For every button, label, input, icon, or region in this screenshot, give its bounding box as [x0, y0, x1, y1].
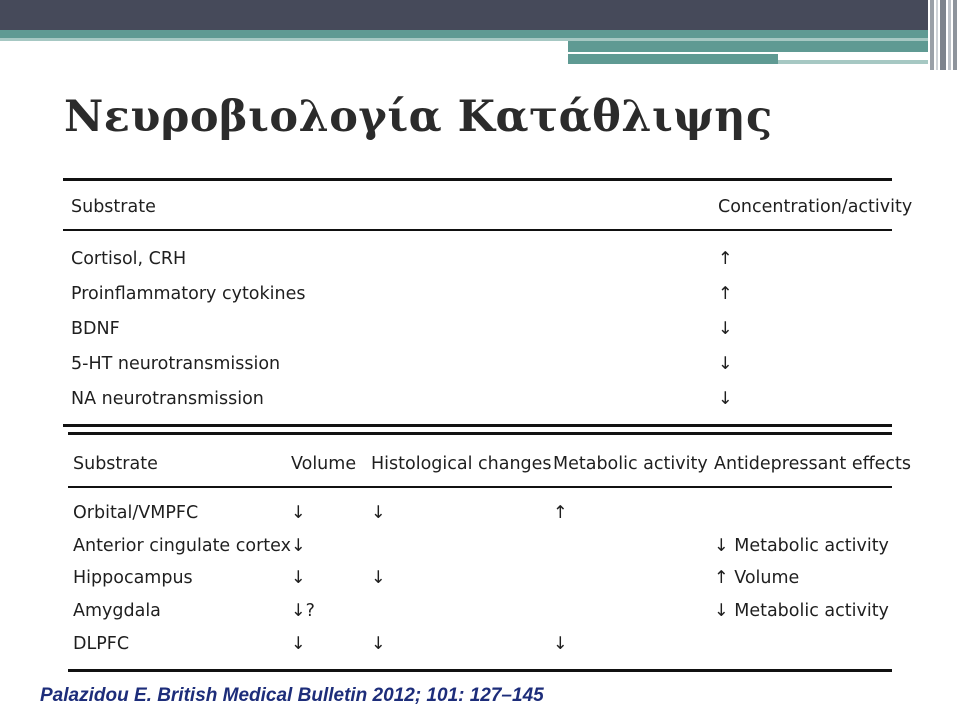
- row-volume: ↓: [291, 568, 306, 588]
- banner-vertical-stripe: [940, 0, 946, 70]
- row-substrate: BDNF: [71, 319, 120, 339]
- up-arrow-icon: ↑: [718, 284, 733, 304]
- column-header-concentration: Concentration/activity: [718, 197, 913, 217]
- banner-vertical-stripe: [948, 0, 951, 70]
- row-substrate: Amygdala: [73, 601, 161, 621]
- banner-vertical-stripe: [936, 0, 938, 70]
- row-antidepressant: ↓ Metabolic activity: [714, 536, 889, 556]
- column-header-substrate: Substrate: [71, 197, 156, 217]
- row-volume: ↓: [291, 536, 306, 556]
- row-substrate: Hippocampus: [73, 568, 193, 588]
- banner-vertical-stripe: [930, 0, 934, 70]
- row-antidepressant: ↓ Metabolic activity: [714, 601, 889, 621]
- row-histological: ↓: [371, 634, 386, 654]
- row-substrate: Orbital/VMPFC: [73, 503, 199, 523]
- row-antidepressant: ↑ Volume: [714, 568, 800, 588]
- down-arrow-icon: ↓: [718, 319, 733, 339]
- column-header-antidepressant: Antidepressant effects: [714, 454, 912, 474]
- row-histological: ↓: [371, 503, 386, 523]
- row-metabolic: ↑: [553, 503, 568, 523]
- top-banner: [0, 0, 960, 70]
- row-substrate: Anterior cingulate cortex: [73, 536, 291, 556]
- banner-dark-band: [0, 0, 928, 30]
- down-arrow-icon: ↓: [718, 389, 733, 409]
- slide-title: Νευροβιολογία Κατάθλιψης: [64, 92, 773, 142]
- row-substrate: NA neurotransmission: [71, 389, 264, 409]
- table-header-rule: [68, 486, 892, 488]
- table-header-rule: [63, 229, 892, 231]
- banner-teal-band: [0, 30, 928, 38]
- banner-vertical-stripe: [953, 0, 957, 70]
- column-header-volume: Volume: [291, 454, 357, 474]
- up-arrow-icon: ↑: [718, 249, 733, 269]
- row-substrate: DLPFC: [73, 634, 130, 654]
- banner-teal-accent: [568, 41, 928, 52]
- table-top-rule: [68, 432, 892, 435]
- table-top-rule: [63, 178, 892, 181]
- row-histological: ↓: [371, 568, 386, 588]
- row-volume: ↓?: [291, 601, 315, 621]
- row-substrate: Proinflammatory cytokines: [71, 284, 306, 304]
- banner-teal-accent-2: [568, 54, 778, 64]
- row-metabolic: ↓: [553, 634, 568, 654]
- down-arrow-icon: ↓: [718, 354, 733, 374]
- row-substrate: 5-HT neurotransmission: [71, 354, 281, 374]
- column-header-metabolic: Metabolic activity: [553, 454, 708, 474]
- table-bottom-rule: [68, 669, 892, 672]
- column-header-histological: Histological changes: [371, 454, 552, 474]
- column-header-substrate: Substrate: [73, 454, 158, 474]
- table-bottom-rule: [63, 424, 892, 427]
- citation: Palazidou E. British Medical Bulletin 2012; 101: 127–145: [40, 685, 544, 706]
- row-volume: ↓: [291, 503, 306, 523]
- row-volume: ↓: [291, 634, 306, 654]
- row-substrate: Cortisol, CRH: [71, 249, 187, 269]
- banner-light-accent: [778, 60, 928, 64]
